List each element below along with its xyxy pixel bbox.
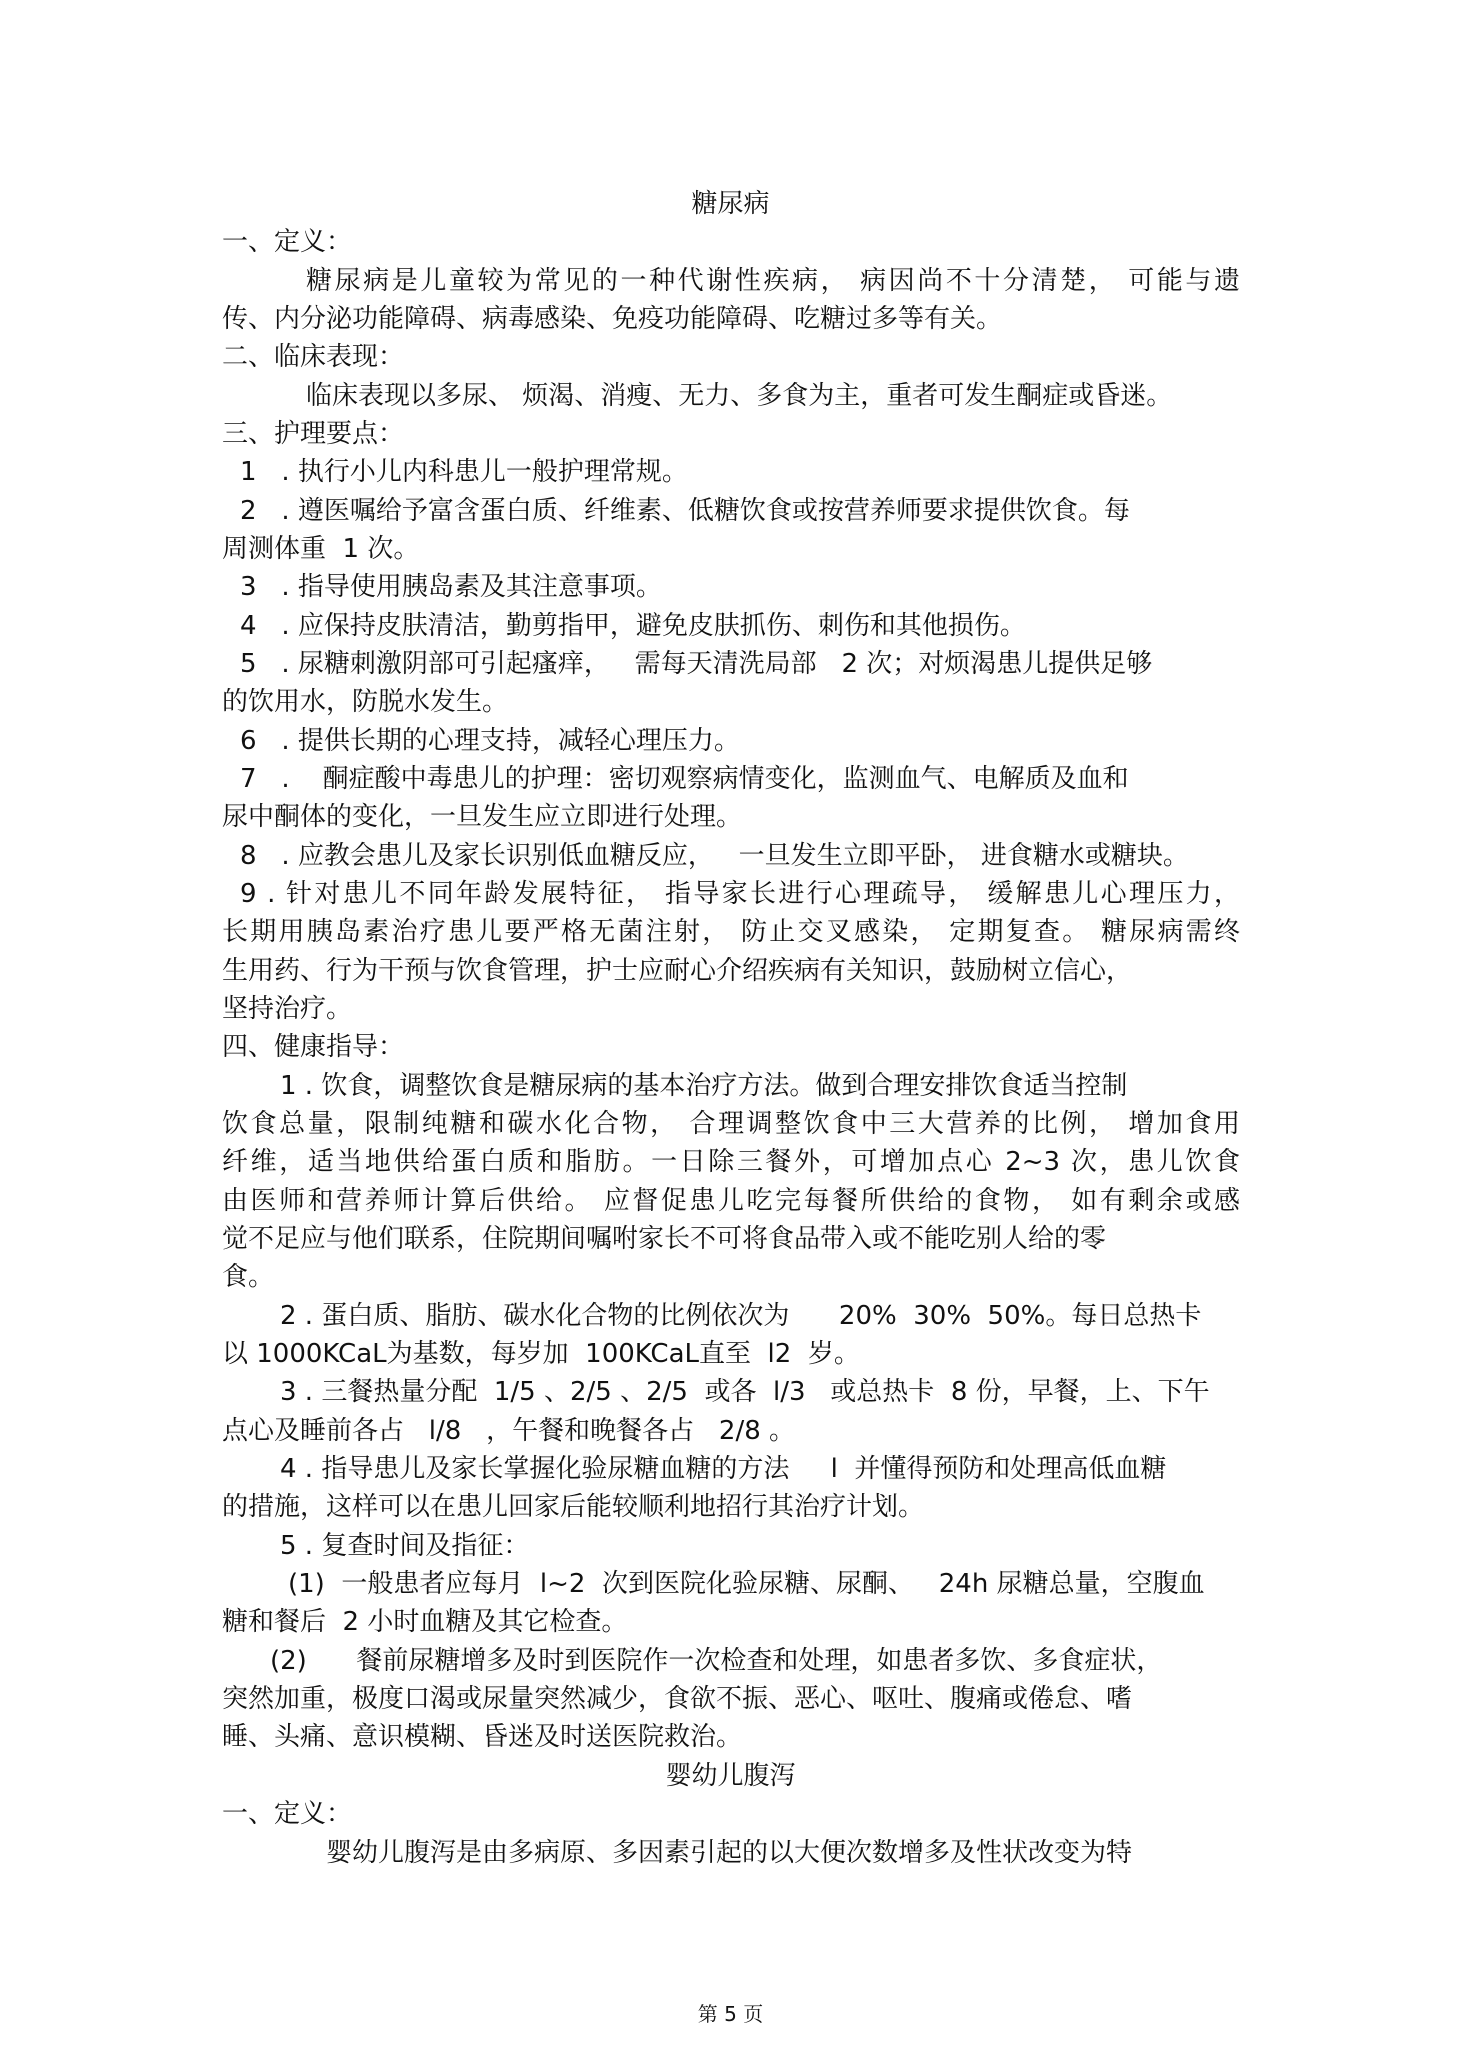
paragraph-line: 糖和餐后 2 小时血糖及其它检查。	[222, 1607, 628, 1637]
paragraph-line: 5 . 复查时间及指征：	[280, 1531, 530, 1561]
list-item: 4 . 应保持皮肤清洁，勤剪指甲，避免皮肤抓伤、刺伤和其他损伤。	[240, 611, 1026, 641]
paragraph-line: 突然加重，极度口渴或尿量突然减少，食欲不振、恶心、呕吐、腹痛或倦怠、嗜	[222, 1684, 1133, 1714]
list-item-continued: 长期用胰岛素治疗患儿要严格无菌注射， 防止交叉感染， 定期复查。 糖尿病需终	[222, 917, 1240, 947]
list-item: 7 . 酮症酸中毒患儿的护理：密切观察病情变化，监测血气、电解质及血和	[240, 764, 1129, 794]
page-number: 第 5 页	[697, 2002, 764, 2026]
paragraph-line: 点心及睡前各占 l/8 ，午餐和晚餐各占 2/8 。	[222, 1416, 796, 1446]
list-item: 2 . 遵医嘱给予富含蛋白质、纤维素、低糖饮食或按营养师要求提供饮食。每	[240, 496, 1130, 526]
paragraph-line: 婴幼儿腹泻是由多病原、多因素引起的以大便次数增多及性状改变为特	[326, 1838, 1133, 1868]
heading-nursing: 三、护理要点：	[222, 419, 405, 449]
list-item-continued: 坚持治疗。	[222, 994, 353, 1024]
list-item: 6 . 提供长期的心理支持，减轻心理压力。	[240, 726, 740, 756]
list-item: 3 . 指导使用胰岛素及其注意事项。	[240, 572, 662, 602]
paragraph-line: 由医师和营养师计算后供给。 应督促患儿吃完每餐所供给的食物， 如有剩余或感	[222, 1186, 1240, 1216]
paragraph-line: 3 . 三餐热量分配 1/5 、2/5 、2/5 或各 l/3 或总热卡 8 份，早餐，上、下午	[280, 1377, 1210, 1407]
paragraph-line: (2) 餐前尿糖增多及时到医院作一次检查和处理，如患者多饮、多食症状，	[270, 1646, 1163, 1676]
paragraph-line: 2 . 蛋白质、脂肪、碳水化合物的比例依次为 20% 30% 50%。每日总热卡	[280, 1301, 1202, 1331]
paragraph-line: 临床表现以多尿、 烦渴、消瘦、无力、多食为主，重者可发生酮症或昏迷。	[306, 381, 1173, 411]
section-title-infant-diarrhea: 婴幼儿腹泻	[665, 1761, 796, 1791]
paragraph-line: 食。	[222, 1262, 275, 1292]
list-item: 5 . 尿糖刺激阴部可引起瘙痒， 需每天清洗局部 2 次；对烦渴患儿提供足够	[240, 649, 1153, 679]
paragraph-line: 糖尿病是儿童较为常见的一种代谢性疾病， 病因尚不十分清楚， 可能与遗	[306, 266, 1240, 296]
paragraph-line: (1) 一般患者应每月 l~2 次到医院化验尿糖、尿酮、 24h 尿糖总量，空腹血	[288, 1569, 1205, 1599]
list-item-continued: 周测体重 1 次。	[222, 534, 420, 564]
paragraph-line: 的措施，这样可以在患儿回家后能较顺利地招行其治疗计划。	[222, 1492, 925, 1522]
paragraph-line: 以 1000KCaL为基数，每岁加 100KCaL直至 l2 岁。	[222, 1339, 860, 1369]
list-item: 8 . 应教会患儿及家长识别低血糖反应， 一旦发生立即平卧， 进食糖水或糖块。	[240, 841, 1189, 871]
list-item-continued: 尿中酮体的变化，一旦发生应立即进行处理。	[222, 802, 743, 832]
paragraph-line: 传、内分泌功能障碍、病毒感染、免疫功能障碍、吃糖过多等有关。	[222, 304, 1003, 334]
list-item: 9 . 针对患儿不同年龄发展特征， 指导家长进行心理疏导， 缓解患儿心理压力，	[240, 879, 1240, 909]
paragraph-line: 觉不足应与他们联系，住院期间嘱咐家长不可将食品带入或不能吃别人给的零	[222, 1224, 1107, 1254]
paragraph-line: 饮食总量，限制纯糖和碳水化合物， 合理调整饮食中三大营养的比例， 增加食用	[222, 1109, 1240, 1139]
list-item-continued: 生用药、行为干预与饮食管理，护士应耐心介绍疾病有关知识，鼓励树立信心，	[222, 956, 1133, 986]
list-item: 1 . 执行小儿内科患儿一般护理常规。	[240, 457, 688, 487]
heading-definition: 一、定义：	[222, 1799, 353, 1829]
paragraph-line: 1 . 饮食，调整饮食是糖尿病的基本治疗方法。做到合理安排饮食适当控制	[280, 1071, 1128, 1101]
heading-definition: 一、定义：	[222, 227, 353, 257]
paragraph-line: 4 . 指导患儿及家长掌握化验尿糖血糖的方法 l 并懂得预防和处理高低血糖	[280, 1454, 1167, 1484]
heading-health: 四、健康指导：	[222, 1032, 405, 1062]
paragraph-line: 纤维，适当地供给蛋白质和脂肪。一日除三餐外，可增加点心 2~3 次，患儿饮食	[222, 1147, 1240, 1177]
paragraph-line: 睡、头痛、意识模糊、昏迷及时送医院救治。	[222, 1722, 743, 1752]
heading-clinical: 二、临床表现：	[222, 342, 405, 372]
section-title-diabetes: 糖尿病	[691, 189, 770, 219]
list-item-continued: 的饮用水，防脱水发生。	[222, 687, 509, 717]
